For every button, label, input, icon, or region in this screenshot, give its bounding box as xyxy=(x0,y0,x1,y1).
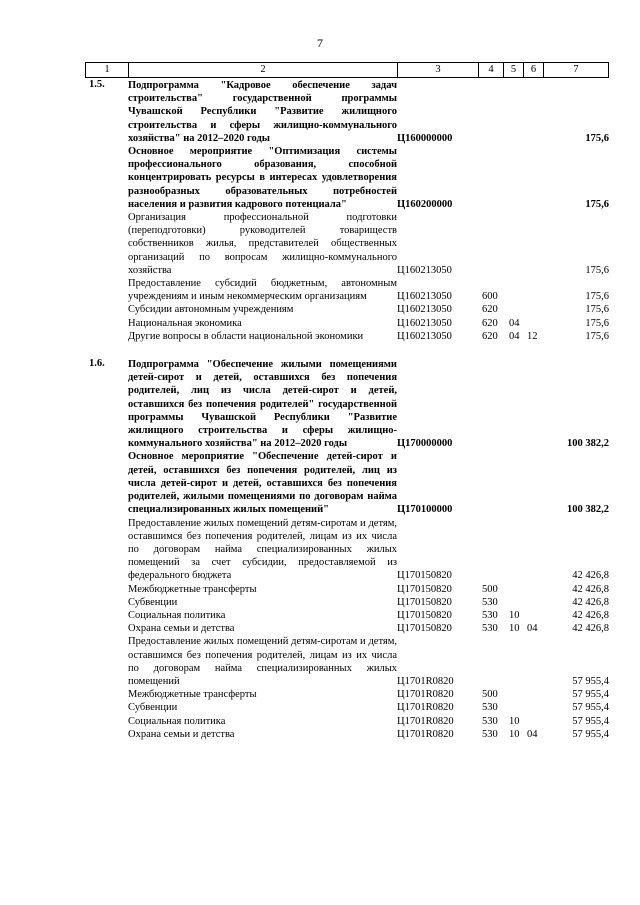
row-expense-type: 620 xyxy=(482,304,498,316)
row-description: Основное мероприятие "Оптимизация системы профессионального образования, способной концентрировать ресурсы в интересах удовлетворения разнообразных образовательных потребностей населения и развития кадрового потенциала" xyxy=(128,146,397,210)
row-description: Субвенции xyxy=(128,702,178,714)
row-expense-type: 530 xyxy=(482,728,498,740)
row-description: Социальная политика xyxy=(128,609,226,621)
row-expense-type: 530 xyxy=(482,609,498,621)
row-section: 10 xyxy=(509,728,520,740)
row-description: Другие вопросы в области национальной экономики xyxy=(128,330,364,342)
row-target-code: Ц1701R0820 xyxy=(397,689,454,701)
row-amount: 42 426,8 xyxy=(572,570,609,582)
table-row xyxy=(85,728,609,741)
row-description: Подпрограмма "Обеспечение жилыми помещениями детей-сирот и детей, оставшихся без попечения родителей, лиц из числа детей-сирот и детей, оставшихся без попечения родителей" государственной программы Чувашской Республики "Развитие жилищного строительства и сферы жилищно-коммунального хозяйства" на 2012–2020 годы xyxy=(128,359,397,450)
table-row xyxy=(85,450,609,516)
row-amount: 57 955,4 xyxy=(572,689,609,701)
row-section: 10 xyxy=(509,715,520,727)
row-target-code: Ц170150820 xyxy=(397,596,452,608)
row-target-code: Ц170150820 xyxy=(397,583,452,595)
row-description: Субвенции xyxy=(128,596,178,608)
table-row xyxy=(85,715,609,728)
row-expense-type: 500 xyxy=(482,689,498,701)
table-row xyxy=(85,688,609,701)
row-description: Подпрограмма "Кадровое обеспечение задач строительства" государственной программы Чувашской Республики "Развитие жилищного строительства и сферы жилищно-коммунального хозяйства" на 2012–2020 годы xyxy=(128,80,397,144)
row-description: Организация профессиональной подготовки (переподготовки) руководителей товариществ собственников жилья, представителей общественных организаций по вопросам жилищно-коммунального хозяйства xyxy=(128,212,397,276)
row-target-code: Ц160213050 xyxy=(397,304,452,316)
row-expense-type: 620 xyxy=(482,317,498,329)
row-amount: 175,6 xyxy=(585,132,609,144)
row-amount: 42 426,8 xyxy=(572,623,609,635)
row-amount: 42 426,8 xyxy=(572,583,609,595)
table-row xyxy=(85,211,609,277)
row-amount: 175,6 xyxy=(585,291,609,303)
row-description: Субсидии автономным учреждениям xyxy=(128,304,294,316)
row-amount: 57 955,4 xyxy=(572,702,609,714)
row-amount: 175,6 xyxy=(585,198,609,210)
row-target-code: Ц160200000 xyxy=(397,198,453,210)
table-row xyxy=(85,317,609,330)
table-row xyxy=(85,303,609,316)
header-col-1: 1 xyxy=(85,63,128,77)
row-description: Межбюджетные трансферты xyxy=(128,583,257,595)
row-description: Национальная экономика xyxy=(128,317,242,329)
table-row xyxy=(85,79,609,145)
row-expense-type: 600 xyxy=(482,291,498,303)
table-row xyxy=(85,277,609,303)
header-col-3: 3 xyxy=(397,63,478,77)
row-expense-type: 500 xyxy=(482,583,498,595)
row-expense-type: 530 xyxy=(482,702,498,714)
row-amount: 100 382,2 xyxy=(567,504,609,516)
row-subsection: 04 xyxy=(527,623,538,635)
row-amount: 100 382,2 xyxy=(567,438,609,450)
row-amount: 42 426,8 xyxy=(572,596,609,608)
table-row xyxy=(85,622,609,635)
row-section: 04 xyxy=(509,317,520,329)
row-amount: 42 426,8 xyxy=(572,609,609,621)
row-amount: 57 955,4 xyxy=(572,728,609,740)
header-col-6: 6 xyxy=(523,63,543,77)
row-description: Основное мероприятие "Обеспечение детей-сирот и детей, оставшихся без попечения родителей, лиц из числа детей-сирот и детей, оставшихся без попечения родителей, жилыми помещениями по договорам найма специализированных жилых помещений" xyxy=(128,451,397,516)
page-number: 7 xyxy=(317,36,323,50)
row-target-code: Ц170150820 xyxy=(397,623,452,635)
row-description: Охрана семьи и детства xyxy=(128,623,235,635)
row-section: 10 xyxy=(509,623,520,635)
table-row xyxy=(85,145,609,211)
row-amount: 57 955,4 xyxy=(572,715,609,727)
row-expense-type: 530 xyxy=(482,596,498,608)
row-subsection: 12 xyxy=(527,330,538,342)
row-amount: 175,6 xyxy=(585,304,609,316)
table-row xyxy=(85,358,609,450)
row-target-code: Ц1701R0820 xyxy=(397,675,454,687)
row-expense-type: 620 xyxy=(482,330,498,342)
row-description: Предоставление жилых помещений детям-сиротам и детям, оставшимся без попечения родителей, лицам из их числа по договорам найма специализированных жилых помещений за счет субсидии, предоставляемой из федерального бюджета xyxy=(128,517,397,582)
row-target-code: Ц160000000 xyxy=(397,132,453,144)
header-col-4: 4 xyxy=(478,63,503,77)
header-col-5: 5 xyxy=(503,63,523,77)
row-target-code: Ц160213050 xyxy=(397,264,452,276)
budget-table-body xyxy=(85,79,609,741)
row-target-code: Ц170150820 xyxy=(397,570,452,582)
row-target-code: Ц170000000 xyxy=(397,438,453,450)
row-target-code: Ц1701R0820 xyxy=(397,728,454,740)
row-target-code: Ц170100000 xyxy=(397,504,453,516)
row-amount: 57 955,4 xyxy=(572,675,609,687)
table-row xyxy=(85,701,609,714)
header-col-7: 7 xyxy=(543,63,609,77)
row-amount: 175,6 xyxy=(585,317,609,329)
section-number: 1.6. xyxy=(89,358,105,370)
row-target-code: Ц1701R0820 xyxy=(397,702,454,714)
row-description: Межбюджетные трансферты xyxy=(128,689,257,701)
row-section: 10 xyxy=(509,609,520,621)
row-expense-type: 530 xyxy=(482,715,498,727)
row-section: 04 xyxy=(509,330,520,342)
row-expense-type: 530 xyxy=(482,623,498,635)
row-description: Социальная политика xyxy=(128,715,226,727)
row-description: Предоставление жилых помещений детям-сиротам и детям, оставшимся без попечения родителей, лицам из их числа по договорам найма специализированных жилых помещений xyxy=(128,636,397,687)
table-row xyxy=(85,635,609,688)
row-target-code: Ц1701R0820 xyxy=(397,715,454,727)
row-amount: 175,6 xyxy=(585,330,609,342)
row-subsection: 04 xyxy=(527,728,538,740)
table-row xyxy=(85,583,609,596)
row-target-code: Ц160213050 xyxy=(397,291,452,303)
section-gap xyxy=(85,343,609,358)
row-target-code: Ц160213050 xyxy=(397,317,452,329)
row-description: Охрана семьи и детства xyxy=(128,728,235,740)
section-number: 1.5. xyxy=(89,79,105,90)
table-row xyxy=(85,330,609,343)
table-row xyxy=(85,517,609,583)
row-description: Предоставление субсидий бюджетным, автономным учреждениям и иным некоммерческим организациям xyxy=(128,278,397,303)
table-row xyxy=(85,609,609,622)
table-row xyxy=(85,596,609,609)
row-target-code: Ц160213050 xyxy=(397,330,452,342)
table-header xyxy=(85,62,609,78)
header-col-2: 2 xyxy=(128,63,397,77)
row-amount: 175,6 xyxy=(585,264,609,276)
row-target-code: Ц170150820 xyxy=(397,609,452,621)
